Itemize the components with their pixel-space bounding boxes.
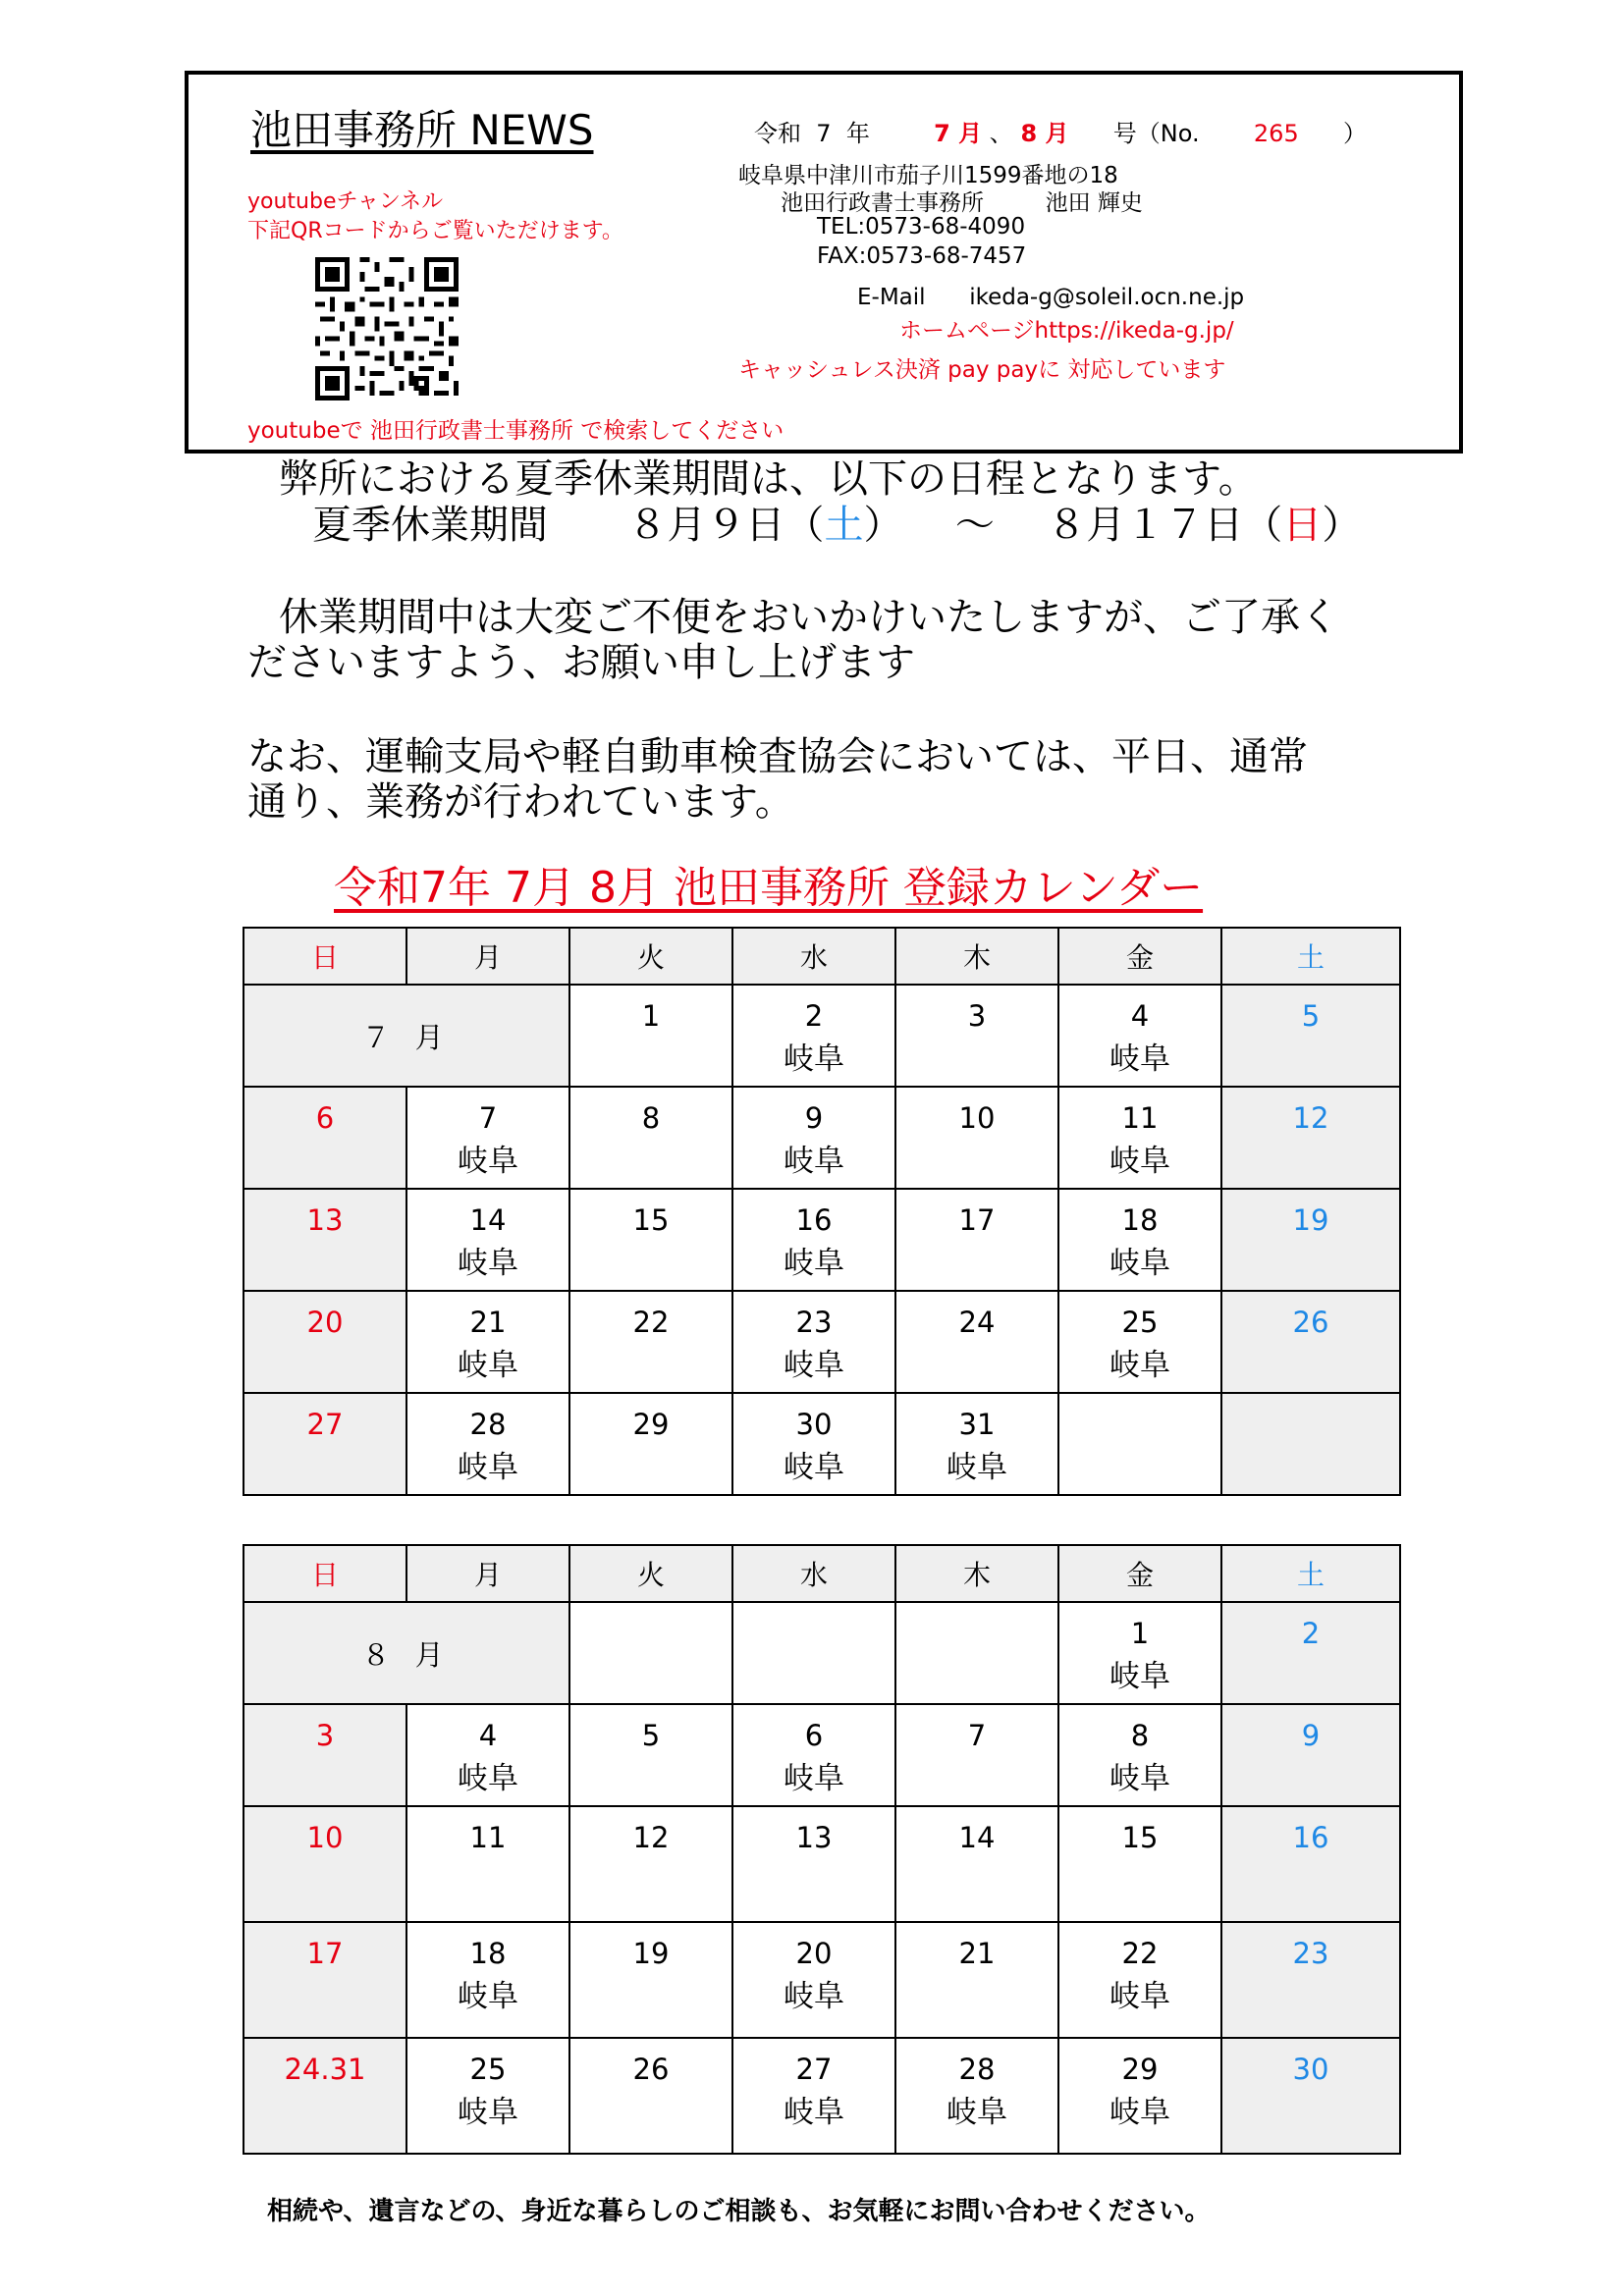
weekday-thu: 木 [895, 928, 1058, 985]
weekday-wed: 水 [732, 1545, 895, 1602]
office-label: 岐阜 [458, 1144, 518, 1179]
office-label: 岐阜 [1109, 1659, 1170, 1694]
day-number: 23 [1292, 1937, 1329, 1970]
day-cell [895, 1806, 1058, 1922]
day-cell [569, 1291, 732, 1393]
day-cell [1058, 2038, 1221, 2154]
calendar-week-row [243, 1704, 1400, 1806]
day-cell [895, 1189, 1058, 1291]
day-cell [406, 1922, 569, 2038]
weekday-fri: 金 [1058, 928, 1221, 985]
issue-no-label: 号（No. [1112, 120, 1200, 147]
day-cell [243, 2038, 406, 2154]
office-label: 岐阜 [458, 1246, 518, 1281]
day-number: 6 [804, 1719, 824, 1752]
day-cell [1221, 1291, 1400, 1393]
day-cell [1221, 1602, 1400, 1704]
newsletter-title: 池田事務所 NEWS [250, 106, 594, 154]
day-number: 27 [795, 2053, 833, 2086]
period-label: 夏季休業期間 [312, 503, 548, 548]
day-number: 6 [315, 1101, 335, 1135]
day-number: 10 [958, 1101, 996, 1135]
day-cell [1058, 1602, 1221, 1704]
weekday-thu: 木 [895, 1545, 1058, 1602]
day-number: 2 [804, 999, 824, 1033]
day-cell [569, 1806, 732, 1922]
day-number: 16 [795, 1203, 833, 1237]
period-end-day: 日 [1282, 503, 1323, 548]
day-cell [569, 1087, 732, 1189]
day-number: 2 [1301, 1617, 1321, 1650]
day-number: 12 [632, 1821, 670, 1854]
day-cell [732, 985, 895, 1087]
day-cell [569, 1393, 732, 1495]
day-number: 7 [478, 1101, 498, 1135]
issue-year: 7 [816, 120, 832, 147]
day-cell [1058, 985, 1221, 1087]
day-cell [732, 1291, 895, 1393]
office-person: 池田 輝史 [1045, 190, 1143, 216]
office-label: 岐阜 [784, 1348, 844, 1383]
office-label: 岐阜 [458, 1761, 518, 1796]
weekday-fri: 金 [1058, 1545, 1221, 1602]
day-cell [406, 1189, 569, 1291]
day-cell [895, 1291, 1058, 1393]
office-label: 岐阜 [947, 2095, 1007, 2130]
calendar-week-row [243, 985, 1400, 1087]
issue-line [754, 114, 1367, 148]
day-cell [243, 1704, 406, 1806]
day-number: 30 [795, 1408, 833, 1441]
weekday-header [243, 928, 1400, 985]
day-cell [1058, 1189, 1221, 1291]
office-label: 岐阜 [784, 1761, 844, 1796]
day-cell [895, 1922, 1058, 2038]
july-calendar [243, 927, 1401, 1496]
day-number: 11 [469, 1821, 507, 1854]
office-label: 岐阜 [1109, 1144, 1170, 1179]
weekday-mon: 月 [406, 928, 569, 985]
day-cell [569, 1602, 732, 1704]
notice-para3-line1: なお、運輸支局や軽自動車検査協会においては、平日、通常 [247, 734, 1308, 779]
day-cell [895, 1087, 1058, 1189]
calendar-week-row [243, 1087, 1400, 1189]
day-number: 29 [1121, 2053, 1159, 2086]
day-number: 15 [1121, 1821, 1159, 1854]
issue-close: ） [1343, 120, 1367, 147]
day-number: 17 [306, 1937, 344, 1970]
period-end-close: ） [1322, 503, 1362, 548]
issue-number: 265 [1253, 120, 1299, 147]
notice-para2-line1: 休業期間中は大変ご不便をおいかけいたしますが、ご了承く [279, 595, 1339, 640]
day-cell [1058, 1922, 1221, 2038]
day-number: 4 [478, 1719, 498, 1752]
day-number: 20 [795, 1937, 833, 1970]
day-number: 18 [469, 1937, 507, 1970]
calendar-week-row [243, 1806, 1400, 1922]
day-cell [406, 2038, 569, 2154]
day-number: 19 [1292, 1203, 1329, 1237]
day-number: 27 [306, 1408, 344, 1441]
day-number: 21 [958, 1937, 996, 1970]
day-number: 8 [641, 1101, 661, 1135]
day-number: 8 [1130, 1719, 1150, 1752]
day-number: 5 [641, 1719, 661, 1752]
day-cell [1221, 1704, 1400, 1806]
calendar-title: 令和7年 7月 8月 池田事務所 登録カレンダー [334, 863, 1204, 913]
day-number: 10 [306, 1821, 344, 1854]
issue-year-unit: 年 [845, 120, 870, 147]
calendar-week-row [243, 2038, 1400, 2154]
weekday-tue: 火 [569, 1545, 732, 1602]
office-label: 岐阜 [458, 1348, 518, 1383]
day-number: 9 [1301, 1719, 1321, 1752]
day-cell [406, 1806, 569, 1922]
notice-para3-line2: 通り、業務が行われています。 [247, 779, 794, 825]
calendar-week-row [243, 1291, 1400, 1393]
day-cell [243, 1922, 406, 2038]
day-number: 9 [804, 1101, 824, 1135]
period-start: ８月９日（ [627, 503, 825, 548]
office-label: 岐阜 [947, 1450, 1007, 1485]
office-label: 岐阜 [1109, 1041, 1170, 1077]
weekday-tue: 火 [569, 928, 732, 985]
day-number: 28 [469, 1408, 507, 1441]
homepage-link[interactable]: ホームページhttps://ikeda-g.jp/ [899, 318, 1234, 344]
day-cell [895, 985, 1058, 1087]
youtube-search-note: youtubeで 池田行政書士事務所 で検索してください [247, 418, 784, 444]
day-cell [569, 985, 732, 1087]
weekday-header [243, 1545, 1400, 1602]
office-label: 岐阜 [784, 1246, 844, 1281]
day-number: 7 [967, 1719, 987, 1752]
day-number: 16 [1292, 1821, 1329, 1854]
qr-code-icon[interactable] [314, 257, 460, 400]
day-cell [732, 1922, 895, 2038]
office-name-line [781, 185, 1143, 217]
day-cell [243, 1806, 406, 1922]
office-label: 岐阜 [784, 2095, 844, 2130]
calendar-week-row [243, 1393, 1400, 1495]
office-label: 岐阜 [784, 1979, 844, 2014]
day-cell [1221, 2038, 1400, 2154]
day-cell [569, 1704, 732, 1806]
day-cell [1221, 1806, 1400, 1922]
month-label: ８ 月 [243, 1602, 569, 1704]
day-cell [1221, 1393, 1400, 1495]
office-label: 岐阜 [458, 1450, 518, 1485]
day-number: 23 [795, 1306, 833, 1339]
email-line [857, 285, 1244, 310]
issue-month2: 8 月 [1020, 120, 1069, 147]
day-cell [1058, 1087, 1221, 1189]
day-cell [895, 1704, 1058, 1806]
day-number: 21 [469, 1306, 507, 1339]
august-calendar [243, 1544, 1401, 2155]
day-number: 28 [958, 2053, 996, 2086]
day-number: 26 [632, 2053, 670, 2086]
day-cell [1221, 1189, 1400, 1291]
notice-para2-line2: ださいますよう、お願い申し上げます [247, 640, 915, 685]
notice-period [312, 503, 1361, 548]
office-label: 岐阜 [1109, 1348, 1170, 1383]
footer-note: 相続や、遺言などの、身近な暮らしのご相談も、お気軽にお問い合わせください。 [267, 2197, 1211, 2226]
day-number: 18 [1121, 1203, 1159, 1237]
day-number: 22 [632, 1306, 670, 1339]
calendar-week-row [243, 1922, 1400, 2038]
office-tel: TEL:0573-68-4090 [817, 214, 1026, 240]
day-cell [895, 2038, 1058, 2154]
youtube-qr-note: 下記QRコードからご覧いただけます。 [247, 219, 623, 243]
day-cell [732, 1602, 895, 1704]
day-cell [1058, 1393, 1221, 1495]
weekday-sun: 日 [243, 928, 406, 985]
day-cell [1221, 1922, 1400, 2038]
day-number: 13 [306, 1203, 344, 1237]
day-cell [243, 1291, 406, 1393]
day-number: 17 [958, 1203, 996, 1237]
day-number: 14 [958, 1821, 996, 1854]
issue-month1: 7 月 [934, 120, 983, 147]
day-cell [406, 1291, 569, 1393]
day-cell [406, 1704, 569, 1806]
day-number: 25 [1121, 1306, 1159, 1339]
day-number: 29 [632, 1408, 670, 1441]
office-label: 岐阜 [784, 1450, 844, 1485]
weekday-mon: 月 [406, 1545, 569, 1602]
day-cell [569, 1922, 732, 2038]
day-number: 19 [632, 1937, 670, 1970]
day-number: 25 [469, 2053, 507, 2086]
day-cell [1221, 985, 1400, 1087]
day-cell [1058, 1704, 1221, 1806]
office-label: 岐阜 [1109, 1761, 1170, 1796]
day-number: 24.31 [284, 2053, 366, 2086]
office-name: 池田行政書士事務所 [781, 190, 984, 216]
day-number: 12 [1292, 1101, 1329, 1135]
period-tilde: ～ [954, 503, 995, 548]
day-number: 11 [1121, 1101, 1159, 1135]
day-number: 1 [641, 999, 661, 1033]
office-label: 岐阜 [1109, 2095, 1170, 2130]
day-number: 30 [1292, 2053, 1329, 2086]
issue-era: 令和 [754, 120, 801, 147]
period-start-day: 土 [824, 503, 864, 548]
day-cell [406, 1393, 569, 1495]
day-number: 13 [795, 1821, 833, 1854]
day-cell [732, 1806, 895, 1922]
day-cell [732, 1087, 895, 1189]
day-number: 14 [469, 1203, 507, 1237]
day-cell [243, 1087, 406, 1189]
day-cell [895, 1602, 1058, 1704]
day-cell [732, 1189, 895, 1291]
office-fax: FAX:0573-68-7457 [817, 243, 1027, 269]
day-cell [406, 1087, 569, 1189]
period-start-close: ） [863, 503, 903, 548]
day-number: 24 [958, 1306, 996, 1339]
office-label: 岐阜 [458, 2095, 518, 2130]
day-cell [732, 2038, 895, 2154]
day-number: 1 [1130, 1617, 1150, 1650]
office-label: 岐阜 [458, 1979, 518, 2014]
cashless-note: キャッシュレス決済 pay payに 対応しています [738, 357, 1226, 383]
day-cell [1221, 1087, 1400, 1189]
day-cell [1058, 1291, 1221, 1393]
office-label: 岐阜 [1109, 1979, 1170, 2014]
day-cell [732, 1393, 895, 1495]
weekday-wed: 水 [732, 928, 895, 985]
weekday-sat: 土 [1221, 1545, 1400, 1602]
calendar-week-row [243, 1189, 1400, 1291]
day-cell [732, 1704, 895, 1806]
notice-line1: 弊所における夏季休業期間は、以下の日程となります。 [279, 456, 1258, 502]
day-cell [243, 1189, 406, 1291]
day-number: 4 [1130, 999, 1150, 1033]
day-number: 5 [1301, 999, 1321, 1033]
youtube-channel-label: youtubeチャンネル [247, 189, 444, 214]
day-number: 31 [958, 1408, 996, 1441]
day-cell [243, 1393, 406, 1495]
period-end: ８月１７日（ [1047, 503, 1283, 548]
month-label: ７ 月 [243, 985, 569, 1087]
day-number: 3 [967, 999, 987, 1033]
weekday-sun: 日 [243, 1545, 406, 1602]
office-label: 岐阜 [784, 1144, 844, 1179]
issue-sep: 、 [989, 120, 1013, 147]
office-address: 岐阜県中津川市茄子川1599番地の18 [738, 163, 1118, 188]
email-address[interactable]: ikeda-g@soleil.ocn.ne.jp [969, 285, 1245, 310]
day-cell [1058, 1806, 1221, 1922]
office-label: 岐阜 [1109, 1246, 1170, 1281]
calendar-week-row [243, 1602, 1400, 1704]
office-label: 岐阜 [784, 1041, 844, 1077]
weekday-sat: 土 [1221, 928, 1400, 985]
day-cell [569, 2038, 732, 2154]
day-number: 15 [632, 1203, 670, 1237]
day-cell [569, 1189, 732, 1291]
email-label: E-Mail [857, 285, 926, 310]
day-number: 20 [306, 1306, 344, 1339]
day-number: 26 [1292, 1306, 1329, 1339]
day-cell [895, 1393, 1058, 1495]
day-number: 22 [1121, 1937, 1159, 1970]
day-number: 3 [315, 1719, 335, 1752]
